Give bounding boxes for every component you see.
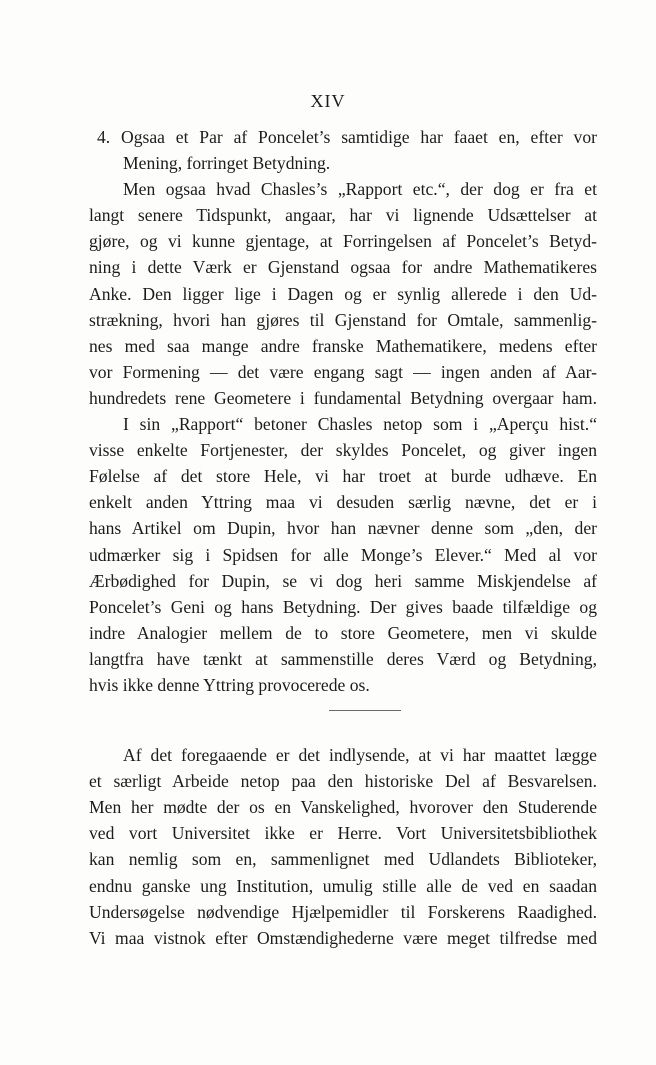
text-line: hundredets rene Geometere i fundamental Betydning overgaar ham.: [89, 387, 597, 408]
section-divider-row: [89, 698, 597, 742]
text-line: enkelt anden Yttring maa vi desuden særlig nævne, det er i: [89, 492, 597, 513]
text-line: langt senere Tidspunkt, angaar, har vi lignende Udsættelser at: [89, 205, 597, 226]
page-number: XIV: [310, 91, 346, 111]
text-line: I sin „Rapport“ betoner Chasles netop som i „Aperçu hist.“: [123, 414, 597, 435]
paragraph: [89, 742, 597, 951]
text-line: vor Formening — det være engang sagt — ingen anden af Aar-: [89, 361, 597, 382]
text-line: Undersøgelse nødvendige Hjælpemidler til Forskerens Raadighed.: [89, 901, 597, 922]
text-line: Men ogsaa hvad Chasles’s „Rapport etc.“, der dog er fra et: [123, 179, 597, 200]
text-line: kan nemlig som en, sammenlignet med Udlandets Biblioteker,: [89, 849, 597, 870]
text-line: hans Artikel om Dupin, hvor han nævner denne som „den, der: [89, 518, 597, 539]
text-line: Poncelet’s Geni og hans Betydning. Der gives baade tilfældige og: [89, 596, 597, 617]
text-line: 4. Ogsaa et Par af Poncelet’s samtidige har faaet en, efter vor: [97, 127, 597, 147]
text-line: Af det foregaaende er det indlysende, at vi har maattet lægge: [123, 745, 597, 766]
text-line: hvis ikke denne Yttring provocerede os.: [89, 674, 370, 695]
text-line: endnu ganske ung Institution, umulig stille alle de ved en saadan: [89, 875, 597, 896]
text-line: gjøre, og vi kunne gjentage, at Forringelsen af Poncelet’s Betyd-: [89, 231, 597, 252]
body-text: [89, 124, 597, 951]
text-line: langtfra have tænkt at sammenstille deres Værd og Betydning,: [89, 648, 597, 669]
section-divider: [329, 710, 401, 711]
paragraph: [89, 124, 597, 176]
text-line: nes med saa mange andre franske Mathematikere, medens efter: [89, 335, 597, 356]
paragraph: [89, 176, 597, 411]
text-line: Vi maa vistnok efter Omstændighederne være meget tilfredse med: [89, 927, 597, 948]
text-line: Men her mødte der os en Vanskelighed, hvorover den Studerende: [89, 797, 597, 818]
text-line: ning i dette Værk er Gjenstand ogsaa for andre Mathematikeres: [89, 257, 597, 278]
text-line: et særligt Arbeide netop paa den historiske Del af Besvarelsen.: [89, 771, 597, 792]
text-line: udmærker sig i Spidsen for alle Monge’s Elever.“ Med al vor: [89, 544, 597, 565]
text-line: Ærbødighed for Dupin, se vi dog heri samme Miskjendelse af: [89, 570, 597, 591]
text-line: visse enkelte Fortjenester, der skyldes Poncelet, og giver ingen: [89, 440, 597, 461]
text-line: Mening, forringet Betydning.: [123, 153, 331, 174]
paragraph: [89, 411, 597, 698]
text-line: strækning, hvori han gjøres til Gjenstand for Omtale, sammenlig-: [89, 309, 597, 330]
text-line: indre Analogier mellem de to store Geometere, men vi skulde: [89, 622, 597, 643]
text-line: Anke. Den ligger lige i Dagen og er synlig allerede i den Ud-: [89, 283, 597, 304]
text-line: ved vort Universitet ikke er Herre. Vort Universitetsbibliothek: [89, 823, 597, 844]
text-line: Følelse af det store Hele, vi har troet at burde udhæve. En: [89, 466, 597, 487]
